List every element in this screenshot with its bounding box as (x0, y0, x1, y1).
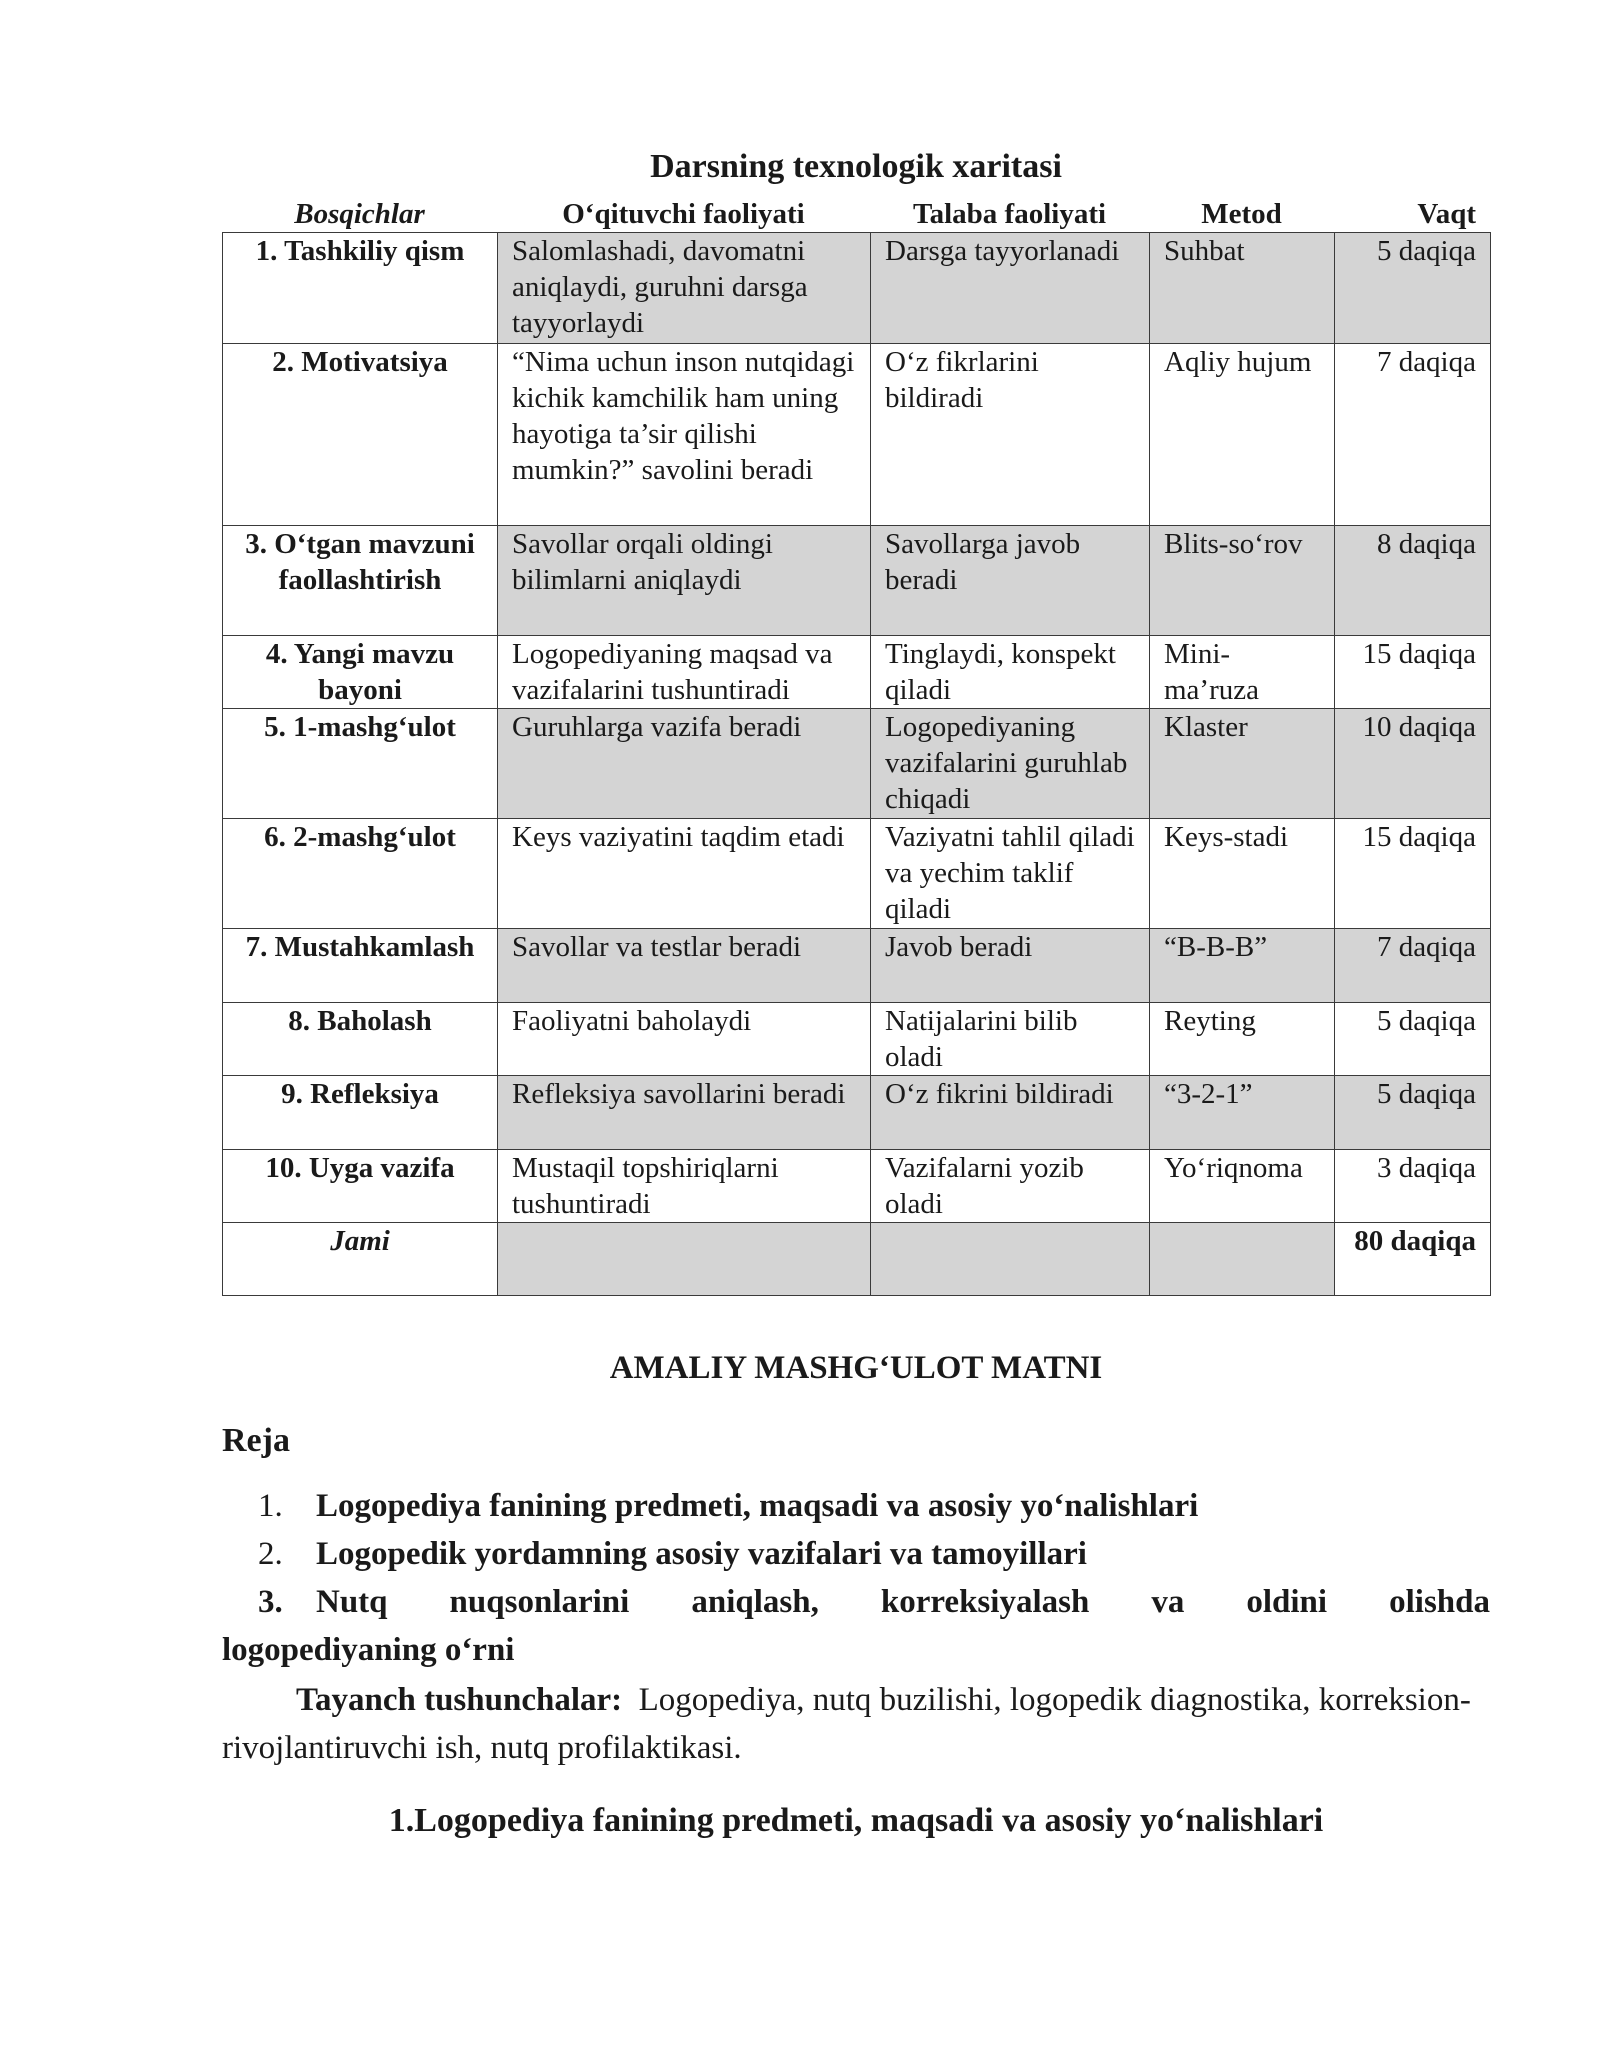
column-header-time: Vaqt (1417, 198, 1476, 230)
lesson-plan-table (222, 232, 1491, 1296)
student-cell: Darsga tayyorlanadi (871, 233, 1150, 344)
teacher-cell: “Nima uchun inson nutqidagi kichik kamchilik ham uning hayotiga ta’sir qilishi mumkin?” savolini beradi (498, 344, 871, 526)
method-cell: Klaster (1150, 709, 1335, 819)
stage-cell: 10. Uyga vazifa (223, 1150, 498, 1223)
plan-item (222, 1482, 1490, 1530)
time-cell: 5 daqiqa (1335, 1003, 1491, 1076)
table-row (223, 709, 1491, 819)
plan-item-number: 3. (258, 1584, 283, 1620)
method-cell: “B-B-B” (1150, 929, 1335, 1003)
time-cell: 5 daqiqa (1335, 1076, 1491, 1150)
table-total-row (223, 1223, 1491, 1296)
table-column-headers (222, 197, 1490, 231)
teacher-cell: Logopediyaning maqsad va vazifalarini tushuntiradi (498, 636, 871, 709)
time-cell: 10 daqiqa (1335, 709, 1491, 819)
student-cell: O‘z fikrini bildiradi (871, 1076, 1150, 1150)
plan-item-text: Nutq nuqsonlarini aniqlash, korreksiyalash va oldini olishda (316, 1584, 1490, 1620)
plan-item-text: Logopedik yordamning asosiy vazifalari va tamoyillari (316, 1536, 1087, 1572)
stage-cell: 6. 2-mashg‘ulot (223, 819, 498, 929)
time-cell: 15 daqiqa (1335, 819, 1491, 929)
student-cell: O‘z fikrlarini bildiradi (871, 344, 1150, 526)
stage-cell: 7. Mustahkamlash (223, 929, 498, 1003)
teacher-cell: Savollar va testlar beradi (498, 929, 871, 1003)
method-cell: Keys-stadi (1150, 819, 1335, 929)
column-header-stages: Bosqichlar (294, 198, 425, 230)
teacher-cell: Refleksiya savollarini beradi (498, 1076, 871, 1150)
teacher-cell: Keys vaziyatini taqdim etadi (498, 819, 871, 929)
method-cell: Suhbat (1150, 233, 1335, 344)
table-row (223, 1003, 1491, 1076)
table-row (223, 233, 1491, 344)
total-time-cell: 80 daqiqa (1335, 1223, 1491, 1296)
student-cell: Vaziyatni tahlil qiladi va yechim taklif qiladi (871, 819, 1150, 929)
student-cell: Savollarga javob beradi (871, 526, 1150, 636)
teacher-cell: Salomlashadi, davomatni aniqlaydi, guruhni darsga tayyorlaydi (498, 233, 871, 344)
method-cell: “3-2-1” (1150, 1076, 1335, 1150)
plan-item (222, 1530, 1490, 1578)
section-heading: AMALIY MASHG‘ULOT MATNI (609, 1350, 1103, 1386)
empty-cell (1150, 1223, 1335, 1296)
plan-item-number: 1. (258, 1488, 283, 1524)
plan-item (222, 1578, 1490, 1674)
student-cell: Tinglaydi, konspekt qiladi (871, 636, 1150, 709)
time-cell: 8 daqiqa (1335, 526, 1491, 636)
plan-list (222, 1482, 1490, 1674)
time-cell: 3 daqiqa (1335, 1150, 1491, 1223)
table-row (223, 819, 1491, 929)
method-cell: Aqliy hujum (1150, 344, 1335, 526)
student-cell: Javob beradi (871, 929, 1150, 1003)
table-row (223, 526, 1491, 636)
table-row (223, 1150, 1491, 1223)
table-title: Darsning texnologik xaritasi (650, 148, 1062, 185)
stage-cell: 4. Yangi mavzu bayoni (223, 636, 498, 709)
empty-cell (871, 1223, 1150, 1296)
table-row (223, 636, 1491, 709)
student-cell: Natijalarini bilib oladi (871, 1003, 1150, 1076)
stage-cell: 8. Baholash (223, 1003, 498, 1076)
method-cell: Mini-ma’ruza (1150, 636, 1335, 709)
plan-item-first-line (222, 1578, 1490, 1626)
time-cell: 5 daqiqa (1335, 233, 1491, 344)
column-header-teacher: O‘qituvchi faoliyati (562, 198, 805, 230)
method-cell: Reyting (1150, 1003, 1335, 1076)
column-header-method: Metod (1201, 198, 1282, 230)
stage-cell: 9. Refleksiya (223, 1076, 498, 1150)
teacher-cell: Faoliyatni baholaydi (498, 1003, 871, 1076)
table-row (223, 1076, 1491, 1150)
time-cell: 15 daqiqa (1335, 636, 1491, 709)
key-concepts-paragraph (222, 1676, 1490, 1772)
method-cell: Blits-so‘rov (1150, 526, 1335, 636)
total-label-cell: Jami (223, 1223, 498, 1296)
student-cell: Vazifalarni yozib oladi (871, 1150, 1150, 1223)
time-cell: 7 daqiqa (1335, 344, 1491, 526)
teacher-cell: Guruhlarga vazifa beradi (498, 709, 871, 819)
plan-heading: Reja (222, 1422, 290, 1459)
empty-cell (498, 1223, 871, 1296)
stage-cell: 1. Tashkiliy qism (223, 233, 498, 344)
time-cell: 7 daqiqa (1335, 929, 1491, 1003)
student-cell: Logopediyaning vazifalarini guruhlab chiqadi (871, 709, 1150, 819)
column-header-student: Talaba faoliyati (912, 198, 1107, 230)
stage-cell: 5. 1-mashg‘ulot (223, 709, 498, 819)
teacher-cell: Savollar orqali oldingi bilimlarni aniqlaydi (498, 526, 871, 636)
subsection-heading: 1.Logopediya fanining predmeti, maqsadi va asosiy yo‘nalishlari (388, 1802, 1324, 1839)
method-cell: Yo‘riqnoma (1150, 1150, 1335, 1223)
table-row (223, 929, 1491, 1003)
plan-item-number: 2. (258, 1536, 283, 1572)
table-row (223, 344, 1491, 526)
stage-cell: 2. Motivatsiya (223, 344, 498, 526)
plan-item-text: Logopediya fanining predmeti, maqsadi va asosiy yo‘nalishlari (316, 1488, 1199, 1524)
key-concepts-label: Tayanch tushunchalar: (296, 1682, 623, 1718)
plan-item-text-continued: logopediyaning o‘rni (222, 1632, 515, 1668)
teacher-cell: Mustaqil topshiriqlarni tushuntiradi (498, 1150, 871, 1223)
key-concepts-text: Logopediya, nutq buzilishi, logopedik diagnostika, korreksion-rivojlantiruvchi ish, nutq profilaktikasi. (222, 1682, 1471, 1766)
stage-cell: 3. O‘tgan mavzuni faollashtirish (223, 526, 498, 636)
